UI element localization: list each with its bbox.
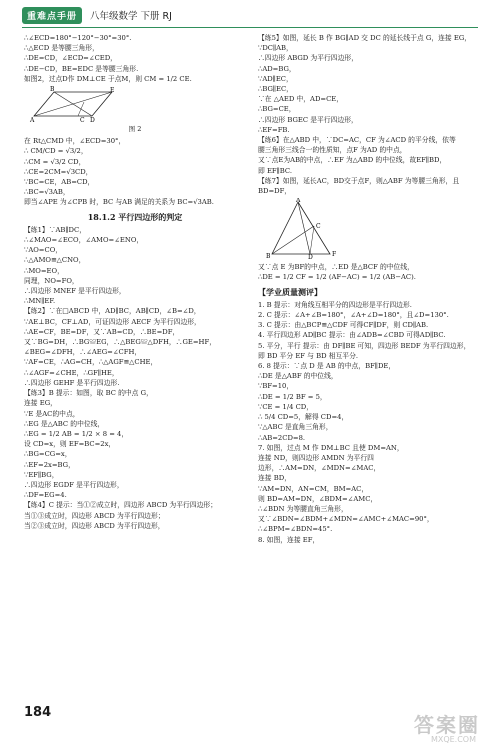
left.body_lines-line: ∴EG = 1/2 AB = 1/2 × 8 = 4， xyxy=(24,429,129,438)
right.body_lines-line: ∵AM=DN，AN=CM，BM=AC， xyxy=(258,484,369,493)
right.top_lines-line: 又∵点E为AB的中点，∴EF 为△ABD 的中位线，故EF∥BD， xyxy=(258,156,447,165)
right.top_lines-line: ∴EF=FB. xyxy=(258,125,290,134)
right.top_lines-line: ∵AD∥EC， xyxy=(258,74,293,83)
right.top_lines-line: ∴四边形 ABGD 为平行四边形， xyxy=(258,54,358,63)
left.body_lines-line: ∵AE⊥BC，CF⊥AD，可证四边形 AECF 为平行四边形， xyxy=(24,317,201,326)
left.top_lines-line: ∴∠ECD=180°−120°−30°=30°. xyxy=(24,34,132,42)
svg-text:B: B xyxy=(50,86,55,94)
left.body_lines-line: ∵AO=CO， xyxy=(24,246,63,255)
triangle-figure xyxy=(258,198,480,260)
right.body_lines-line: 连接 ND，则四边形 AMDN 为平行四 xyxy=(258,453,374,462)
left.body_lines-line: ∴四边形 MNEF 是平行四边形， xyxy=(24,287,126,296)
left.body_lines-line: 连接 EG， xyxy=(24,399,57,408)
left.top_lines-line: ∴△ECD 是等腰三角形， xyxy=(24,44,99,53)
left.body_lines-line: ∵AF=CE，∴AG=CH，∴△AGF≌△CHE， xyxy=(24,358,158,367)
left.body_lines-line: 同理，NO=FO， xyxy=(24,276,79,285)
right.body_lines-line: 又∵∠BDN=∠BDM+∠MDN=∠AMC+∠MAC=90°， xyxy=(258,515,434,524)
left.body_lines-line: 【练1】∵AB∥DC， xyxy=(24,225,87,234)
left.body_lines-line: ∴DF=EG=4. xyxy=(24,491,67,500)
svg-text:A: A xyxy=(30,117,35,125)
header-divider xyxy=(22,27,478,28)
svg-text:F: F xyxy=(332,251,337,259)
left.body_lines-line: 【练3】B 提示：如图，取 BC 的中点 G， xyxy=(24,389,153,398)
left.body_lines-line: ∴∠AGF=∠CHE，∴GF∥HE， xyxy=(24,368,119,377)
right.body_lines-line: 连接 BD， xyxy=(258,474,291,483)
left-column xyxy=(24,33,246,531)
right.body_lines-line: ∴ 5/4 CD=5，解得 CD=4， xyxy=(258,413,349,422)
left.mid_lines-line: 即当∠APE 为∠CPB 时，BC 与AB 满足的关系为 BC=√3AB. xyxy=(24,198,214,207)
left.body_lines-line: 又∵BG=DH，∴BG≌EG，∴△BEG≌△DFH，∴GE=HF， xyxy=(24,338,216,347)
right.body_lines-line: ∵△ABC 是直角三角形， xyxy=(258,423,333,432)
left-top-lines xyxy=(24,33,246,84)
watermark-logo: 答案圈 xyxy=(414,713,480,737)
right-mid-lines xyxy=(258,262,480,282)
right.body_lines-line: 5. 平分，平行 提示：由 DF∥BE 可知，四边形 BEDF 为平行四边形， xyxy=(258,341,471,350)
svg-text:A: A xyxy=(296,198,301,205)
left.top_lines-line: ∴DE−CD，BE=EDC 是等腰三角形. xyxy=(24,64,139,73)
left.body_lines-line: 设 CD=x，则 EF=BC=2x， xyxy=(24,440,116,449)
left.body_lines-line: ∴AE=CF，BE=DF，又∵AB=CD，∴BE=DF， xyxy=(24,327,180,336)
right.body_lines-line: 7. 如图，过点 M 作 DM⊥BC 且使 DM=AN， xyxy=(258,443,404,452)
figure-2-caption: 图 2 xyxy=(128,125,142,134)
left.body_lines-line: ∠BEG=∠DFH，∴∠AEG=∠CFH， xyxy=(24,348,142,357)
quality-test-title: 【学业质量测评】 xyxy=(258,286,322,297)
right.top_lines-line: 腰三角形三线合一的性质知，点F 为AD 的中点， xyxy=(258,146,407,155)
page-header xyxy=(22,6,172,24)
left.mid_lines-line: ∴CE=2CM=√3CD， xyxy=(24,167,93,176)
right.body_lines-line: 边形，∴AM=DN，∠MDN=∠MAC， xyxy=(258,464,381,473)
left.body_lines-line: ∴EF=2x=BG， xyxy=(24,460,75,469)
right.body_lines-line: 即 BD 平分 EF 与 BD 相互平分. xyxy=(258,351,359,360)
left.mid_lines-line: ∴CM = √3/2 CD， xyxy=(24,157,86,166)
right.top_lines-line: ∴BG∥EC， xyxy=(258,85,293,94)
right.top_lines-line: ∵DC∥AB， xyxy=(258,44,293,53)
left.body_lines-line: 当①③成立时，四边形 ABCD 为平行四边形； xyxy=(24,511,165,520)
left.body_lines-line: 【练2】∵在□ABCD 中，AD∥BC，AB∥CD，∠B=∠D， xyxy=(24,307,201,316)
left-mid-lines xyxy=(24,136,246,207)
left.body_lines-line: ∴四边形 EGDF 是平行四边形， xyxy=(24,480,124,489)
left.body_lines-line: 当②③成立时，四边形 ABCD 为平行四边形， xyxy=(24,521,165,530)
left.body_lines-line: ∴MO=EO， xyxy=(24,266,64,275)
right.body_lines-line: ∴DE 是△ABF 的中位线， xyxy=(258,372,338,381)
right.body_lines-line: 2. C 提示：∠A+∠B=180°，∠A+∠D=180°，且∠D=130°. xyxy=(258,311,449,320)
right.top_lines-line: ∴四边形 BGEC 是平行四边形， xyxy=(258,115,358,124)
right.top_lines-line: ∴BG=CE， xyxy=(258,105,296,114)
svg-text:D: D xyxy=(90,117,95,125)
left.body_lines-line: ∴∠MAO=∠ECO，∠AMO=∠ENO， xyxy=(24,236,144,245)
right.top_lines-line: 即 EF∥BC. xyxy=(258,166,293,175)
right.body_lines-line: ∵BF=10， xyxy=(258,382,294,391)
right-body-lines xyxy=(258,300,480,545)
left.mid_lines-line: ∴ CM/CD = √3/2， xyxy=(24,147,88,156)
book-badge: 重难点手册 xyxy=(22,7,82,24)
svg-text:C: C xyxy=(316,223,321,231)
left.body_lines-line: ∴BG=CG=x， xyxy=(24,450,72,459)
svg-text:C: C xyxy=(80,117,85,125)
book-title: 八年级数学 下册 RJ xyxy=(90,11,172,22)
left.body_lines-line: ∴EG 是△ABC 的中位线， xyxy=(24,419,105,428)
left.mid_lines-line: ∴BC=√3AB， xyxy=(24,188,70,197)
left.top_lines-line: 如图2，过点D作 DM⊥CE 于点M，则 CM = 1/2 CE. xyxy=(24,74,192,83)
right.top_lines-line: BD=DF， xyxy=(258,187,292,196)
left.mid_lines-line: 在 Rt△CMD 中，∠ECD=30°， xyxy=(24,137,126,146)
right.body_lines-line: 6. 8 提示：∵点 D 是 AB 的中点，BF∥DE， xyxy=(258,362,396,371)
parallelogram-diagram xyxy=(24,86,124,124)
right.mid_lines-line: ∴DE = 1/2 CF = 1/2 (AF−AC) = 1/2 (AB−AC). xyxy=(258,273,416,282)
right.body_lines-line: ∴DE = 1/2 BF = 5， xyxy=(258,392,327,401)
figure-2 xyxy=(24,86,246,134)
triangle-diagram xyxy=(258,198,368,260)
right.body_lines-line: 3. C 提示：由△BCP≌△CDF 可得CF∥DF，则 CD∥AB. xyxy=(258,321,429,330)
right.top_lines-line: ∵在 △AED 中，AD=CE， xyxy=(258,95,344,104)
left.body_lines-line: ∴△AMO≌△CNO， xyxy=(24,256,86,265)
right.top_lines-line: 【练6】在△ABD 中，∵DC=AC，CF 为∠ACD 的平分线，依等 xyxy=(258,136,456,145)
right-top-lines xyxy=(258,33,480,196)
right.body_lines-line: ∵CE = 1/4 CD， xyxy=(258,402,314,411)
svg-text:E: E xyxy=(110,87,115,95)
right.body_lines-line: 8. 如图，连接 EF， xyxy=(258,535,320,544)
right.body_lines-line: 4. 平行四边形 AD∥BC 提示：由∠ADB=∠CBD 可得AD∥BC. xyxy=(258,331,446,340)
left.body_lines-line: ∵E 是AC的中点， xyxy=(24,409,80,418)
left.body_lines-line: ∴四边形 GEHF 是平行四边形. xyxy=(24,378,120,387)
section-title: 18.1.2 平行四边形的判定 xyxy=(87,211,183,222)
left.body_lines-line: ∵EF∥BG， xyxy=(24,470,59,479)
right.top_lines-line: ∴AD=BG， xyxy=(258,64,296,73)
right.body_lines-line: ∴∠BDN 为等腰直角三角形， xyxy=(258,504,348,513)
left.mid_lines-line: ∵BC=CE，AB=CD， xyxy=(24,178,95,187)
left-body-lines xyxy=(24,225,246,531)
left.top_lines-line: ∴DE=CD，∠ECD=∠CED， xyxy=(24,54,117,63)
svg-text:D: D xyxy=(308,254,313,261)
right-column xyxy=(258,33,480,545)
right.top_lines-line: 【练5】如图，延长 B 作 BG∥AD 交 DC 的延长线于点 G，连接 EG， xyxy=(258,34,472,42)
right.body_lines-line: 则 BD=AM=DN，∠BDM=∠AMC， xyxy=(258,494,378,503)
left.body_lines-line: ∴MN∥EF. xyxy=(24,297,56,306)
right.body_lines-line: 1. B 提示：对角线互相平分的四边形是平行四边形. xyxy=(258,300,412,309)
page-number: 184 xyxy=(24,705,52,720)
left.body_lines-line: 【练4】C 提示：当①②成立时，四边形 ABCD 为平行四边形； xyxy=(24,501,218,510)
watermark-url: MXQE.COM xyxy=(430,735,476,744)
right.top_lines-line: 【练7】如图，延长AC，BD交于点F，则△ABF 为等腰三角形，且 xyxy=(258,176,460,185)
right.body_lines-line: ∴∠BPM=∠BDN=45°. xyxy=(258,525,333,534)
right.mid_lines-line: 又∵点 E 为BF的中点，∴ED 是△BCF 的中位线， xyxy=(258,263,414,272)
right.body_lines-line: ∴AB=2CD=8. xyxy=(258,433,306,442)
svg-text:B: B xyxy=(266,253,271,261)
